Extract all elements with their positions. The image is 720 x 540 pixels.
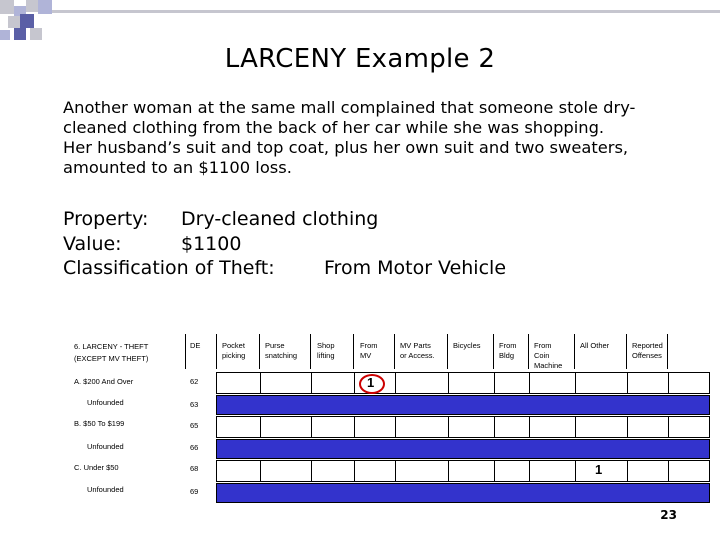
row-code-69: 69	[190, 487, 199, 496]
page-title	[0, 44, 720, 74]
row-label-a: A. $200 And Over	[74, 377, 134, 386]
col-mv-parts: MV Parts or Access.	[400, 341, 435, 360]
entry-all-other-row-c: 1	[595, 462, 603, 477]
col-from-mv: From MV	[360, 341, 378, 360]
page-number: 23	[660, 508, 677, 522]
table-row-unfounded-c	[216, 483, 710, 503]
classification-label: Classification of Theft:	[63, 257, 275, 279]
property-label: Property:	[63, 208, 149, 230]
row-code-65: 65	[190, 421, 199, 430]
col-from-bldg: From Bldg	[499, 341, 517, 360]
col-bicycles: Bicycles	[453, 341, 481, 350]
table-header-left: 6. LARCENY - THEFT (EXCEPT MV THEFT)	[74, 342, 149, 363]
row-label-b: B. $50 To $199	[74, 419, 125, 428]
table-row-b	[216, 416, 710, 438]
decorative-squares	[0, 0, 60, 42]
table-row-unfounded-a	[216, 395, 710, 415]
scenario-paragraph: Another woman at the same mall complained that someone stole dry- cleaned clothing from the back of her car while she was shopping. Her husband’s suit and top coat, plus her own suit and two sweaters, amounted to an $1100 loss.	[63, 98, 636, 177]
table-row-c	[216, 460, 710, 482]
col-reported-offenses: Reported Offenses	[632, 341, 663, 360]
row-label-unfounded-a: Unfounded	[87, 398, 124, 407]
row-code-63: 63	[190, 400, 199, 409]
title-main: LARCENY	[224, 44, 347, 74]
table-row-a	[216, 372, 710, 394]
row-label-unfounded-c: Unfounded	[87, 485, 124, 494]
row-code-66: 66	[190, 443, 199, 452]
row-code-62: 62	[190, 377, 199, 386]
value-value: $1100	[181, 233, 242, 255]
entry-from-mv-row-a: 1	[367, 375, 375, 390]
table-header-code: DE	[190, 341, 201, 350]
table-row-unfounded-b	[216, 439, 710, 459]
classification-value: From Motor Vehicle	[324, 257, 507, 279]
value-label: Value:	[63, 233, 122, 255]
col-shoplifting: Shop lifting	[317, 341, 335, 360]
row-label-c: C. Under $50	[74, 463, 119, 472]
row-code-68: 68	[190, 464, 199, 473]
row-label-unfounded-b: Unfounded	[87, 442, 124, 451]
col-all-other: All Other	[580, 341, 610, 350]
property-value: Dry-cleaned clothing	[181, 208, 379, 230]
header-rule	[52, 10, 720, 13]
col-purse-snatching: Purse snatching	[265, 341, 298, 360]
title-rest: Example 2	[354, 44, 496, 74]
col-from-coin-machine: From Coin Machine	[534, 341, 563, 370]
col-pocket-picking: Pocket picking	[222, 341, 246, 360]
